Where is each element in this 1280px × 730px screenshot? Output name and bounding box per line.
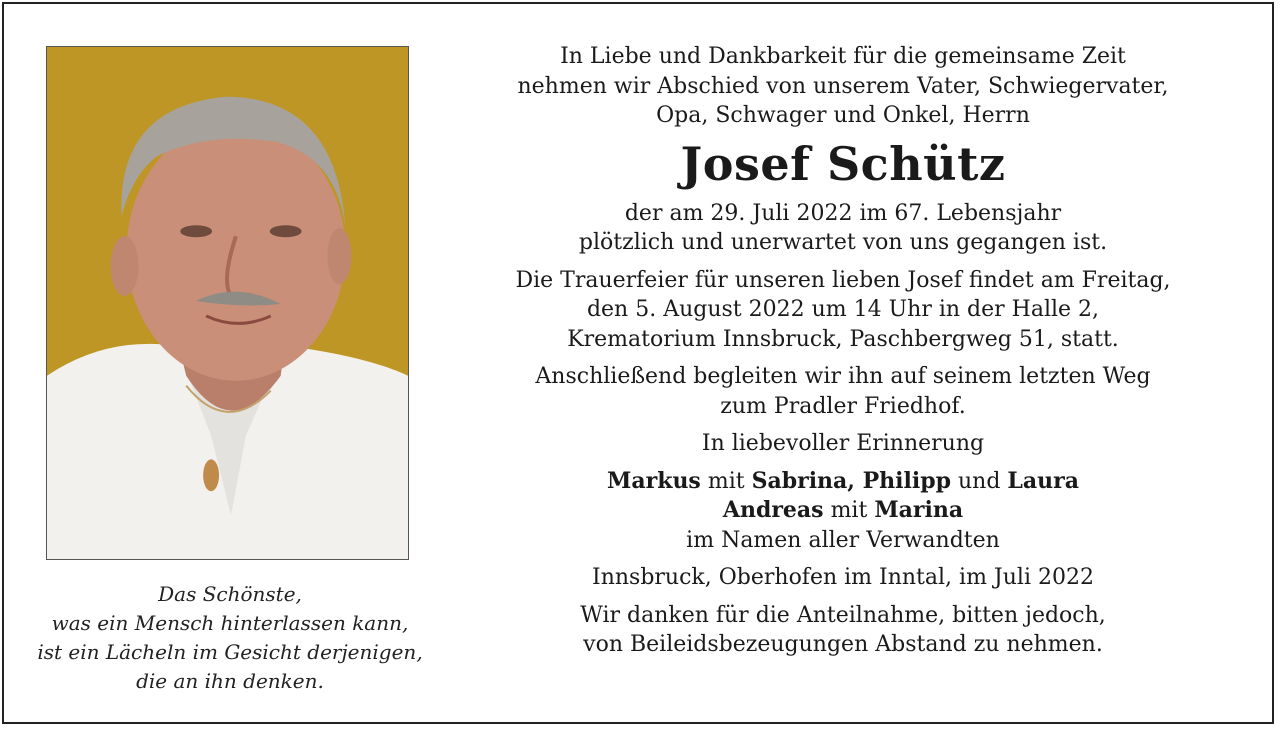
family-row-2 (505, 496, 1181, 526)
intro-line: In Liebe und Dankbarkeit für die gemeinsame Zeit (560, 44, 1126, 69)
place-date: Innsbruck, Oberhofen im Inntal, im Juli 2022 (592, 565, 1094, 590)
family-connector: mit (707, 468, 745, 494)
intro-line: Opa, Schwager und Onkel, Herrn (656, 103, 1030, 128)
quote-line: die an ihn denken. (136, 669, 324, 693)
family-connector: und (958, 468, 1001, 494)
announcement-text (505, 42, 1181, 660)
death-line: plötzlich und unerwartet von uns gegangen ist. (578, 230, 1108, 255)
relatives-line: im Namen aller Verwandten (686, 527, 1000, 553)
deceased-name: Josef Schütz (680, 136, 1006, 191)
thanks-line: von Beileidsbezeugungen Abstand zu nehmen. (583, 632, 1103, 657)
family-name: Laura (1007, 467, 1079, 494)
family-name: Markus (607, 467, 701, 494)
thanks-line: Wir danken für die Anteilnahme, bitten jedoch, (580, 602, 1106, 628)
memorial-quote (20, 580, 440, 696)
quote-line: Das Schönste, (158, 582, 302, 606)
ceremony-line: Krematorium Innsbruck, Paschbergweg 51, statt. (567, 326, 1119, 352)
burial-line: zum Pradler Friedhof. (720, 393, 966, 419)
quote-line: was ein Mensch hinterlassen kann, (51, 611, 409, 635)
family-name: Andreas (722, 497, 824, 523)
family-connector: mit (830, 498, 868, 523)
ceremony-line: Die Trauerfeier für unseren lieben Josef findet am Freitag, (515, 267, 1171, 293)
portrait-illustration (47, 47, 408, 559)
portrait-photo (46, 46, 409, 560)
death-line: der am 29. Juli 2022 im 67. Lebensjahr (624, 200, 1062, 226)
memory-line: In liebevoller Erinnerung (701, 431, 985, 456)
family-name: Marina (874, 497, 964, 523)
intro-line: nehmen wir Abschied von unserem Vater, Schwiegervater, (517, 73, 1169, 99)
ceremony-line: den 5. August 2022 um 14 Uhr in der Halle 2, (586, 297, 1100, 322)
family-name: Sabrina, Philipp (751, 467, 951, 494)
family-row-1 (505, 467, 1181, 497)
burial-line: Anschließend begleiten wir ihn auf seinem letzten Weg (535, 364, 1151, 389)
quote-line: ist ein Lächeln im Gesicht derjenigen, (37, 640, 423, 664)
